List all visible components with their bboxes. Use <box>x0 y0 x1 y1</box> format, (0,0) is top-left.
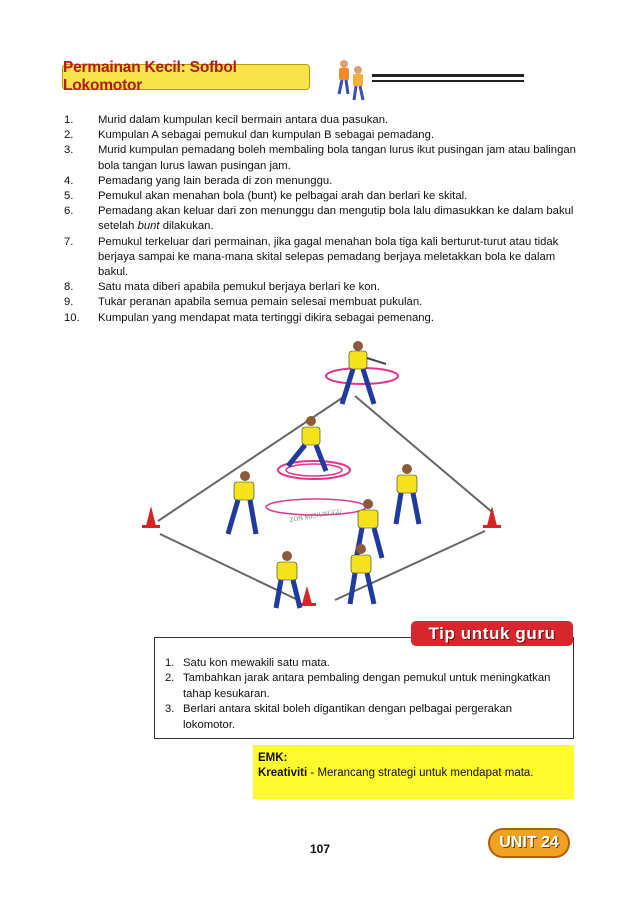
rule-item: 5. Pemukul akan menahan bola (bunt) ke pelbagai arah dan berlari ke skital. <box>64 190 468 203</box>
zone-label: ZON MENUNGGU <box>289 507 343 524</box>
player-fielder <box>396 464 419 524</box>
unit-label: UNIT 24 <box>499 834 559 851</box>
emk-box <box>253 745 574 799</box>
rules-list <box>62 113 582 326</box>
emk-label: Kreativiti <box>258 767 308 779</box>
rule-item: 6. Pemadang akan keluar dari zon menunggu dan mengutip bola lalu dimasukkan ke dalam bakul setelah bunt dilakukan. <box>64 205 574 233</box>
rule-item: 4. Pemadang yang lain berada di zon menunggu. <box>64 174 333 187</box>
page-number: 107 <box>309 842 331 856</box>
tip-item: 3. Berlari antara skital boleh digantikan dengan pelbagai pergerakan lokomotor. <box>165 703 513 731</box>
field-lines <box>158 396 492 600</box>
header-players-illustration <box>334 56 368 104</box>
player-fielder <box>276 551 300 608</box>
rule-item: 8. Satu mata diberi apabila pemukul berjaya berlari ke kon. <box>64 281 380 294</box>
page-title: Permainan Kecil: Sofbol Lokomotor <box>63 59 237 94</box>
page-title-banner <box>62 59 310 94</box>
player-batter <box>342 341 386 404</box>
tip-title: Tip untuk guru <box>428 623 556 643</box>
header-rule <box>372 74 524 77</box>
rule-item: 3. Murid kumpulan pemadang boleh membaling bola tangan lurus ikut pusingan jam atau balingan bola tangan lurus lawan pusingan jam. <box>64 144 576 172</box>
tip-item: 2. Tambahkan jarak antara pembaling dengan pemukul untuk meningkatkan tahap kesukaran. <box>165 672 551 700</box>
tip-list <box>165 656 565 733</box>
player-pitcher <box>288 416 326 471</box>
emk-content <box>258 766 569 781</box>
rule-item: 10. Kumpulan yang mendapat mata tertinggi dikira sebagai pemenang. <box>64 311 434 324</box>
rule-item: 7. Pemukul terkeluar dari permainan, jika gagal menahan bola tiga kali berturut-turut atau tidak berjaya sampai ke mana-mana skital selepas pemadang berjaya meletakkan bola ke dalam bakul. <box>64 235 559 279</box>
emk-text: - Merancang strategi untuk mendapat mata. <box>307 767 534 779</box>
zone-circle <box>286 464 342 476</box>
field-diagram <box>130 336 510 614</box>
cone-icon <box>142 506 160 528</box>
unit-badge <box>488 828 570 858</box>
tip-badge <box>411 621 573 646</box>
emk-heading: EMK: <box>258 752 288 764</box>
rule-item: 1. Murid dalam kumpulan kecil bermain antara dua pasukan. <box>64 114 389 126</box>
header-rule <box>372 80 524 82</box>
player-fielder <box>350 544 374 604</box>
tip-item: 1. Satu kon mewakili satu mata. <box>165 657 330 669</box>
rule-item: 2. Kumpulan A sebagai pemukul dan kumpulan B sebagai pemadang. <box>64 129 435 142</box>
player-fielder <box>228 471 256 534</box>
cone-icon <box>483 506 501 528</box>
rule-item: 9. Tukar peranan apabila semua pemain selesai membuat pukulan. <box>64 296 423 309</box>
